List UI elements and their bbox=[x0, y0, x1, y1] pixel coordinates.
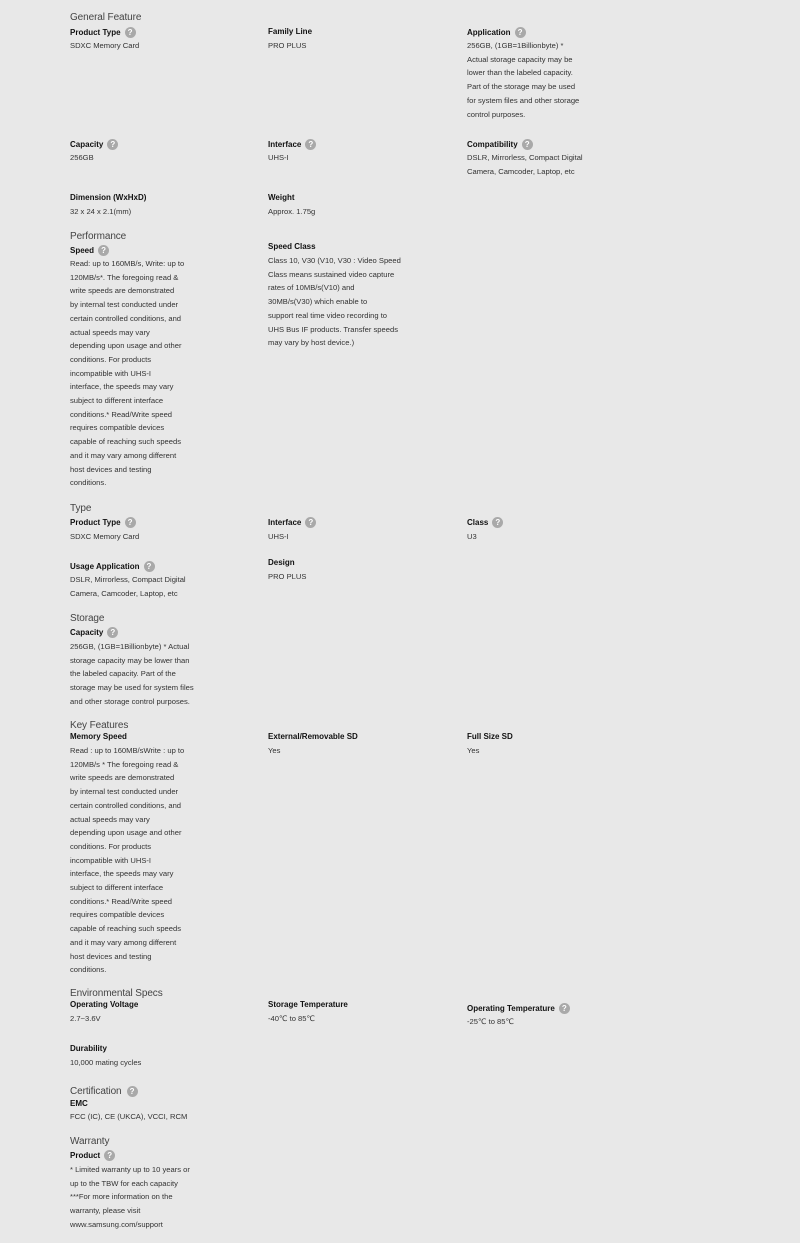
help-icon[interactable]: ? bbox=[127, 1086, 138, 1097]
help-icon[interactable]: ? bbox=[125, 27, 136, 38]
spec-label-interface: Interface ? bbox=[268, 139, 316, 150]
help-icon[interactable]: ? bbox=[305, 139, 316, 150]
spec-label-warranty-product: Product ? bbox=[70, 1150, 115, 1161]
spec-label-usage-application: Usage Application ? bbox=[70, 561, 155, 572]
spec-label-storage-temperature: Storage Temperature bbox=[268, 1000, 348, 1009]
spec-label-full-size-sd: Full Size SD bbox=[467, 732, 513, 741]
help-icon[interactable]: ? bbox=[104, 1150, 115, 1161]
spec-value-speed: Read: up to 160MB/s, Write: up to 120MB/s*. The foregoing read & write speeds are demonstrated by internal test conducted under certain controlled conditions, and actual speeds may vary depending upon usage and other conditions. For products incompatible with UHS-I interface, the speeds may vary subject to different interface conditions.* Read/Write speed requires compatible devices capable of reaching such speeds and it may vary among different host devices and testing conditions. bbox=[70, 259, 185, 488]
spec-value-external-removable: Yes bbox=[268, 746, 281, 755]
section-title-certification: Certification ? bbox=[70, 1086, 138, 1097]
spec-value-usage-application: DSLR, Mirrorless, Compact Digital Camera, Camcoder, Laptop, etc bbox=[70, 575, 186, 598]
spec-label-storage-capacity: Capacity ? bbox=[70, 627, 118, 638]
spec-value-capacity: 256GB bbox=[70, 153, 94, 162]
spec-label-emc: EMC bbox=[70, 1099, 88, 1108]
spec-label-operating-temperature: Operating Temperature ? bbox=[467, 1003, 570, 1014]
spec-value-memory-speed: Read : up to 160MB/sWrite : up to 120MB/s * The foregoing read & write speeds are demonstrated by internal test conducted under certain controlled conditions, and actual speeds may vary depending upon usage and other conditions. For products incompatible with UHS-I interface, the speeds may vary subject to different interface conditions.* Read/Write speed requires compatible devices capable of reaching such speeds and it may vary among different host devices and testing conditions. bbox=[70, 746, 185, 975]
spec-value-emc: FCC (IC), CE (UKCA), VCCI, RCM bbox=[70, 1112, 188, 1121]
spec-label-durability: Durability bbox=[70, 1044, 107, 1053]
spec-label-type-product-type: Product Type ? bbox=[70, 517, 136, 528]
spec-value-design: PRO PLUS bbox=[268, 572, 307, 581]
help-icon[interactable]: ? bbox=[107, 627, 118, 638]
spec-value-full-size-sd: Yes bbox=[467, 746, 480, 755]
spec-label-external-removable: External/Removable SD bbox=[268, 732, 358, 741]
spec-value-compatibility: DSLR, Mirrorless, Compact Digital Camera, Camcoder, Laptop, etc bbox=[467, 153, 583, 176]
spec-label-family-line: Family Line bbox=[268, 27, 313, 36]
help-icon[interactable]: ? bbox=[305, 517, 316, 528]
help-icon[interactable]: ? bbox=[98, 245, 109, 256]
help-icon[interactable]: ? bbox=[522, 139, 533, 150]
spec-value-type-interface: UHS-I bbox=[268, 532, 289, 541]
spec-label-memory-speed: Memory Speed bbox=[70, 732, 127, 741]
spec-value-durability: 10,000 mating cycles bbox=[70, 1058, 142, 1067]
help-icon[interactable]: ? bbox=[492, 517, 503, 528]
spec-value-warranty-product: * Limited warranty up to 10 years or up to the TBW for each capacity ***For more information on the warranty, please visit www.samsung.com/support bbox=[70, 1165, 190, 1229]
section-title-general-feature: General Feature bbox=[70, 12, 142, 23]
spec-value-operating-temperature: -25℃ to 85℃ bbox=[467, 1017, 515, 1026]
section-title-environmental-specs: Environmental Specs bbox=[70, 988, 163, 999]
spec-label-compatibility: Compatibility ? bbox=[467, 139, 533, 150]
spec-label-class: Class ? bbox=[467, 517, 503, 528]
section-title-storage: Storage bbox=[70, 613, 105, 624]
section-title-type: Type bbox=[70, 503, 92, 514]
spec-label-design: Design bbox=[268, 558, 295, 567]
spec-label-operating-voltage: Operating Voltage bbox=[70, 1000, 139, 1009]
spec-label-product-type: Product Type ? bbox=[70, 27, 136, 38]
spec-value-family-line: PRO PLUS bbox=[268, 41, 307, 50]
spec-value-interface: UHS-I bbox=[268, 153, 289, 162]
help-icon[interactable]: ? bbox=[144, 561, 155, 572]
spec-value-storage-temperature: -40℃ to 85℃ bbox=[268, 1014, 316, 1023]
help-icon[interactable]: ? bbox=[559, 1003, 570, 1014]
help-icon[interactable]: ? bbox=[125, 517, 136, 528]
spec-value-weight: Approx. 1.75g bbox=[268, 207, 316, 216]
spec-label-dimension: Dimension (WxHxD) bbox=[70, 193, 147, 202]
spec-label-weight: Weight bbox=[268, 193, 295, 202]
spec-label-application: Application ? bbox=[467, 27, 526, 38]
spec-value-product-type: SDXC Memory Card bbox=[70, 41, 140, 50]
spec-value-dimension: 32 x 24 x 2.1(mm) bbox=[70, 207, 132, 216]
section-title-warranty: Warranty bbox=[70, 1136, 110, 1147]
spec-label-speed-class: Speed Class bbox=[268, 242, 316, 251]
spec-label-type-interface: Interface ? bbox=[268, 517, 316, 528]
help-icon[interactable]: ? bbox=[107, 139, 118, 150]
spec-value-application: 256GB, (1GB=1Billionbyte) * Actual storage capacity may be lower than the labeled capacity. Part of the storage may be used for system files and other storage control purposes. bbox=[467, 41, 580, 119]
spec-value-storage-capacity: 256GB, (1GB=1Billionbyte) * Actual storage capacity may be lower than the labeled capacity. Part of the storage may be used for system files and other storage control purposes. bbox=[70, 642, 194, 706]
spec-label-capacity: Capacity ? bbox=[70, 139, 118, 150]
spec-value-class: U3 bbox=[467, 532, 477, 541]
section-title-key-features: Key Features bbox=[70, 720, 129, 731]
spec-value-type-product-type: SDXC Memory Card bbox=[70, 532, 140, 541]
spec-label-speed: Speed ? bbox=[70, 245, 109, 256]
spec-value-operating-voltage: 2.7~3.6V bbox=[70, 1014, 101, 1023]
spec-value-speed-class: Class 10, V30 (V10, V30 : Video Speed Class means sustained video capture rates of 10MB/s(V10) and 30MB/s(V30) which enable to support real time video recording to UHS Bus IF products. Transfer speeds may vary by host device.) bbox=[268, 256, 401, 348]
section-title-performance: Performance bbox=[70, 231, 127, 242]
help-icon[interactable]: ? bbox=[515, 27, 526, 38]
